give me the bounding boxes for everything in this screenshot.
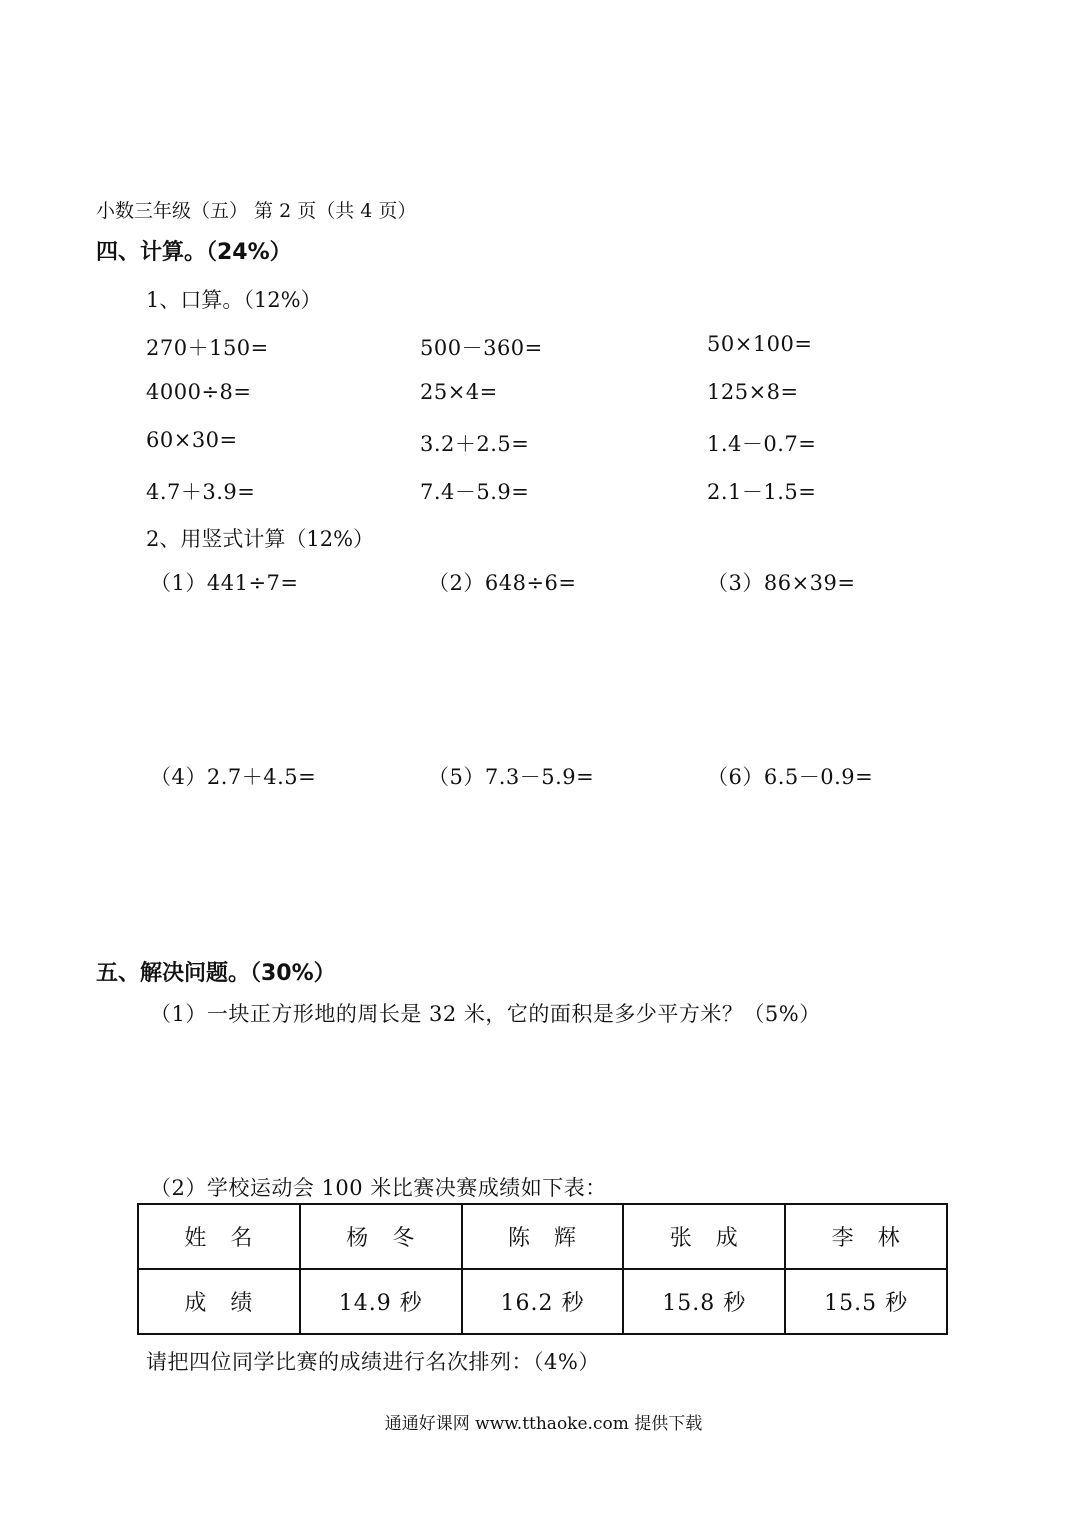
vertical-calc-problem: （3）86×39= bbox=[707, 571, 856, 595]
table-cell-name: 杨 冬 bbox=[300, 1204, 462, 1269]
table-cell-header: 成 绩 bbox=[138, 1269, 300, 1334]
table-cell-name: 李 林 bbox=[785, 1204, 947, 1269]
table-row bbox=[138, 1204, 947, 1269]
table-cell-score: 16.2 秒 bbox=[462, 1269, 624, 1334]
section-5-title: 五、解决问题。（30%） bbox=[96, 961, 336, 986]
table-cell-score: 14.9 秒 bbox=[300, 1269, 462, 1334]
mental-math-problem: 7.4－5.9= bbox=[420, 480, 530, 504]
section-4-title: 四、计算。（24%） bbox=[96, 240, 292, 265]
table-cell-header: 姓 名 bbox=[138, 1204, 300, 1269]
table-cell-name: 张 成 bbox=[623, 1204, 785, 1269]
mental-math-problem: 270＋150= bbox=[146, 336, 269, 360]
mental-math-problem: 500－360= bbox=[420, 336, 543, 360]
race-results-table bbox=[137, 1203, 948, 1335]
mental-math-problem: 50×100= bbox=[707, 332, 813, 356]
question-2: （2）学校运动会 100 米比赛决赛成绩如下表： bbox=[150, 1176, 607, 1200]
vertical-calc-problem: （4）2.7＋4.5= bbox=[150, 765, 317, 789]
mental-math-problem: 3.2＋2.5= bbox=[420, 432, 530, 456]
mental-math-problem: 25×4= bbox=[420, 380, 498, 404]
mental-math-problem: 4000÷8= bbox=[146, 380, 252, 404]
vertical-calc-problem: （6）6.5－0.9= bbox=[707, 765, 874, 789]
vertical-calc-problem: （5）7.3－5.9= bbox=[428, 765, 595, 789]
ranking-instruction: 请把四位同学比赛的成绩进行名次排列：（4%） bbox=[146, 1350, 600, 1374]
mental-math-problem: 60×30= bbox=[146, 428, 238, 452]
table-cell-name: 陈 辉 bbox=[462, 1204, 624, 1269]
page-header: 小数三年级（五） 第 2 页（共 4 页） bbox=[96, 200, 417, 222]
table-row bbox=[138, 1269, 947, 1334]
table-cell-score: 15.8 秒 bbox=[623, 1269, 785, 1334]
part-2-title: 2、用竖式计算（12%） bbox=[146, 527, 375, 551]
question-1: （1）一块正方形地的周长是 32 米，它的面积是多少平方米？（5%） bbox=[150, 1002, 821, 1026]
mental-math-problem: 4.7＋3.9= bbox=[146, 480, 256, 504]
table-cell-score: 15.5 秒 bbox=[785, 1269, 947, 1334]
mental-math-problem: 2.1－1.5= bbox=[707, 480, 817, 504]
vertical-calc-problem: （2）648÷6= bbox=[428, 571, 577, 595]
part-1-title: 1、口算。（12%） bbox=[146, 288, 322, 312]
mental-math-problem: 125×8= bbox=[707, 380, 799, 404]
mental-math-problem: 1.4－0.7= bbox=[707, 432, 817, 456]
page-footer: 通通好课网 www.tthaoke.com 提供下载 bbox=[384, 1414, 703, 1434]
vertical-calc-problem: （1）441÷7= bbox=[150, 571, 299, 595]
